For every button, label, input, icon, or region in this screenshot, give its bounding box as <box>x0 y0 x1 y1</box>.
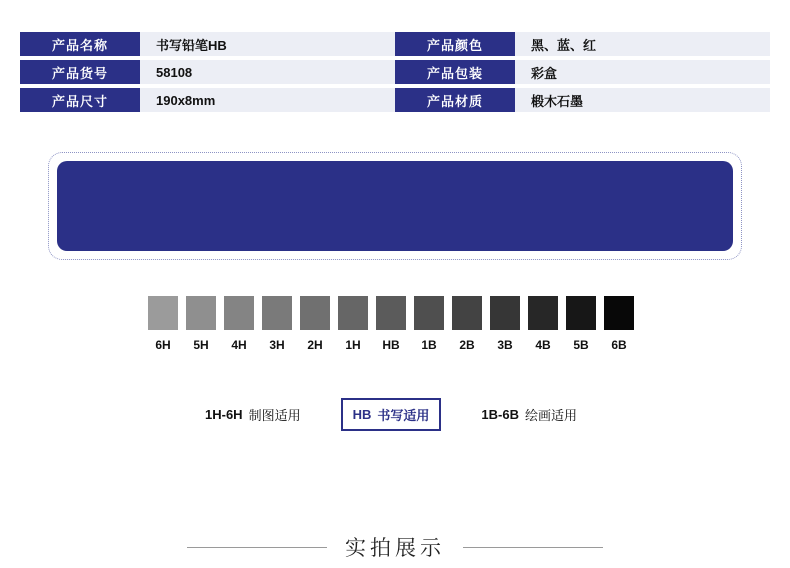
usage-item-writing <box>341 398 442 431</box>
grade-swatch <box>566 296 596 330</box>
spec-value: 椴木石墨 <box>515 88 770 112</box>
grade-swatch <box>528 296 558 330</box>
grade-label: 6B <box>611 338 627 352</box>
grade-swatch <box>414 296 444 330</box>
usage-desc: 绘画适用 <box>524 408 577 423</box>
spec-pair-right <box>395 60 770 84</box>
usage-desc: 制图适用 <box>248 408 301 423</box>
usage-range: HB <box>352 407 372 422</box>
grade-label: 3H <box>269 338 285 352</box>
section-title-text: 实拍展示 <box>345 537 445 560</box>
divider-left <box>187 547 327 548</box>
spec-pair-left <box>20 60 395 84</box>
usage-item-drawing <box>481 405 577 424</box>
grade-swatch <box>338 296 368 330</box>
spec-pair-left <box>20 88 395 112</box>
grade-swatch <box>452 296 482 330</box>
usage-range: 1B-6B <box>481 407 519 422</box>
grade-swatch <box>376 296 406 330</box>
grade-swatch-row <box>148 296 642 330</box>
spec-label: 产品颜色 <box>395 32 515 56</box>
usage-item-drafting <box>205 405 301 424</box>
spec-value: 黑、蓝、红 <box>515 32 770 56</box>
grade-label: HB <box>382 338 400 352</box>
spec-table <box>20 32 770 112</box>
grade-label: 3B <box>497 338 513 352</box>
table-row <box>20 60 770 84</box>
grade-label: 1H <box>345 338 361 352</box>
section-title <box>0 532 790 562</box>
grade-label: 5B <box>573 338 589 352</box>
grade-swatch <box>490 296 520 330</box>
grade-label: 1B <box>421 338 437 352</box>
hero-banner <box>48 152 742 260</box>
hero-banner-fill <box>57 161 733 251</box>
spec-pair-left <box>20 32 395 56</box>
spec-pair-right <box>395 32 770 56</box>
table-row <box>20 32 770 56</box>
grade-label: 5H <box>193 338 209 352</box>
pencil-grade-scale <box>148 296 642 352</box>
usage-desc: 书写适用 <box>377 408 430 423</box>
grade-label: 4H <box>231 338 247 352</box>
spec-value: 书写铅笔HB <box>140 32 395 56</box>
spec-label: 产品尺寸 <box>20 88 140 112</box>
grade-label: 4B <box>535 338 551 352</box>
spec-value: 58108 <box>140 60 395 84</box>
grade-swatch <box>300 296 330 330</box>
divider-right <box>463 547 603 548</box>
spec-label: 产品材质 <box>395 88 515 112</box>
grade-swatch <box>148 296 178 330</box>
grade-label: 2B <box>459 338 475 352</box>
table-row <box>20 88 770 112</box>
grade-swatch <box>186 296 216 330</box>
grade-label: 2H <box>307 338 323 352</box>
grade-swatch <box>224 296 254 330</box>
grade-label: 6H <box>155 338 171 352</box>
spec-label: 产品货号 <box>20 60 140 84</box>
spec-value: 彩盒 <box>515 60 770 84</box>
spec-value: 190x8mm <box>140 88 395 112</box>
usage-range: 1H-6H <box>205 407 243 422</box>
grade-swatch <box>262 296 292 330</box>
usage-legend <box>205 398 595 431</box>
spec-label: 产品包装 <box>395 60 515 84</box>
spec-label: 产品名称 <box>20 32 140 56</box>
spec-pair-right <box>395 88 770 112</box>
grade-label-row <box>148 338 642 352</box>
grade-swatch <box>604 296 634 330</box>
